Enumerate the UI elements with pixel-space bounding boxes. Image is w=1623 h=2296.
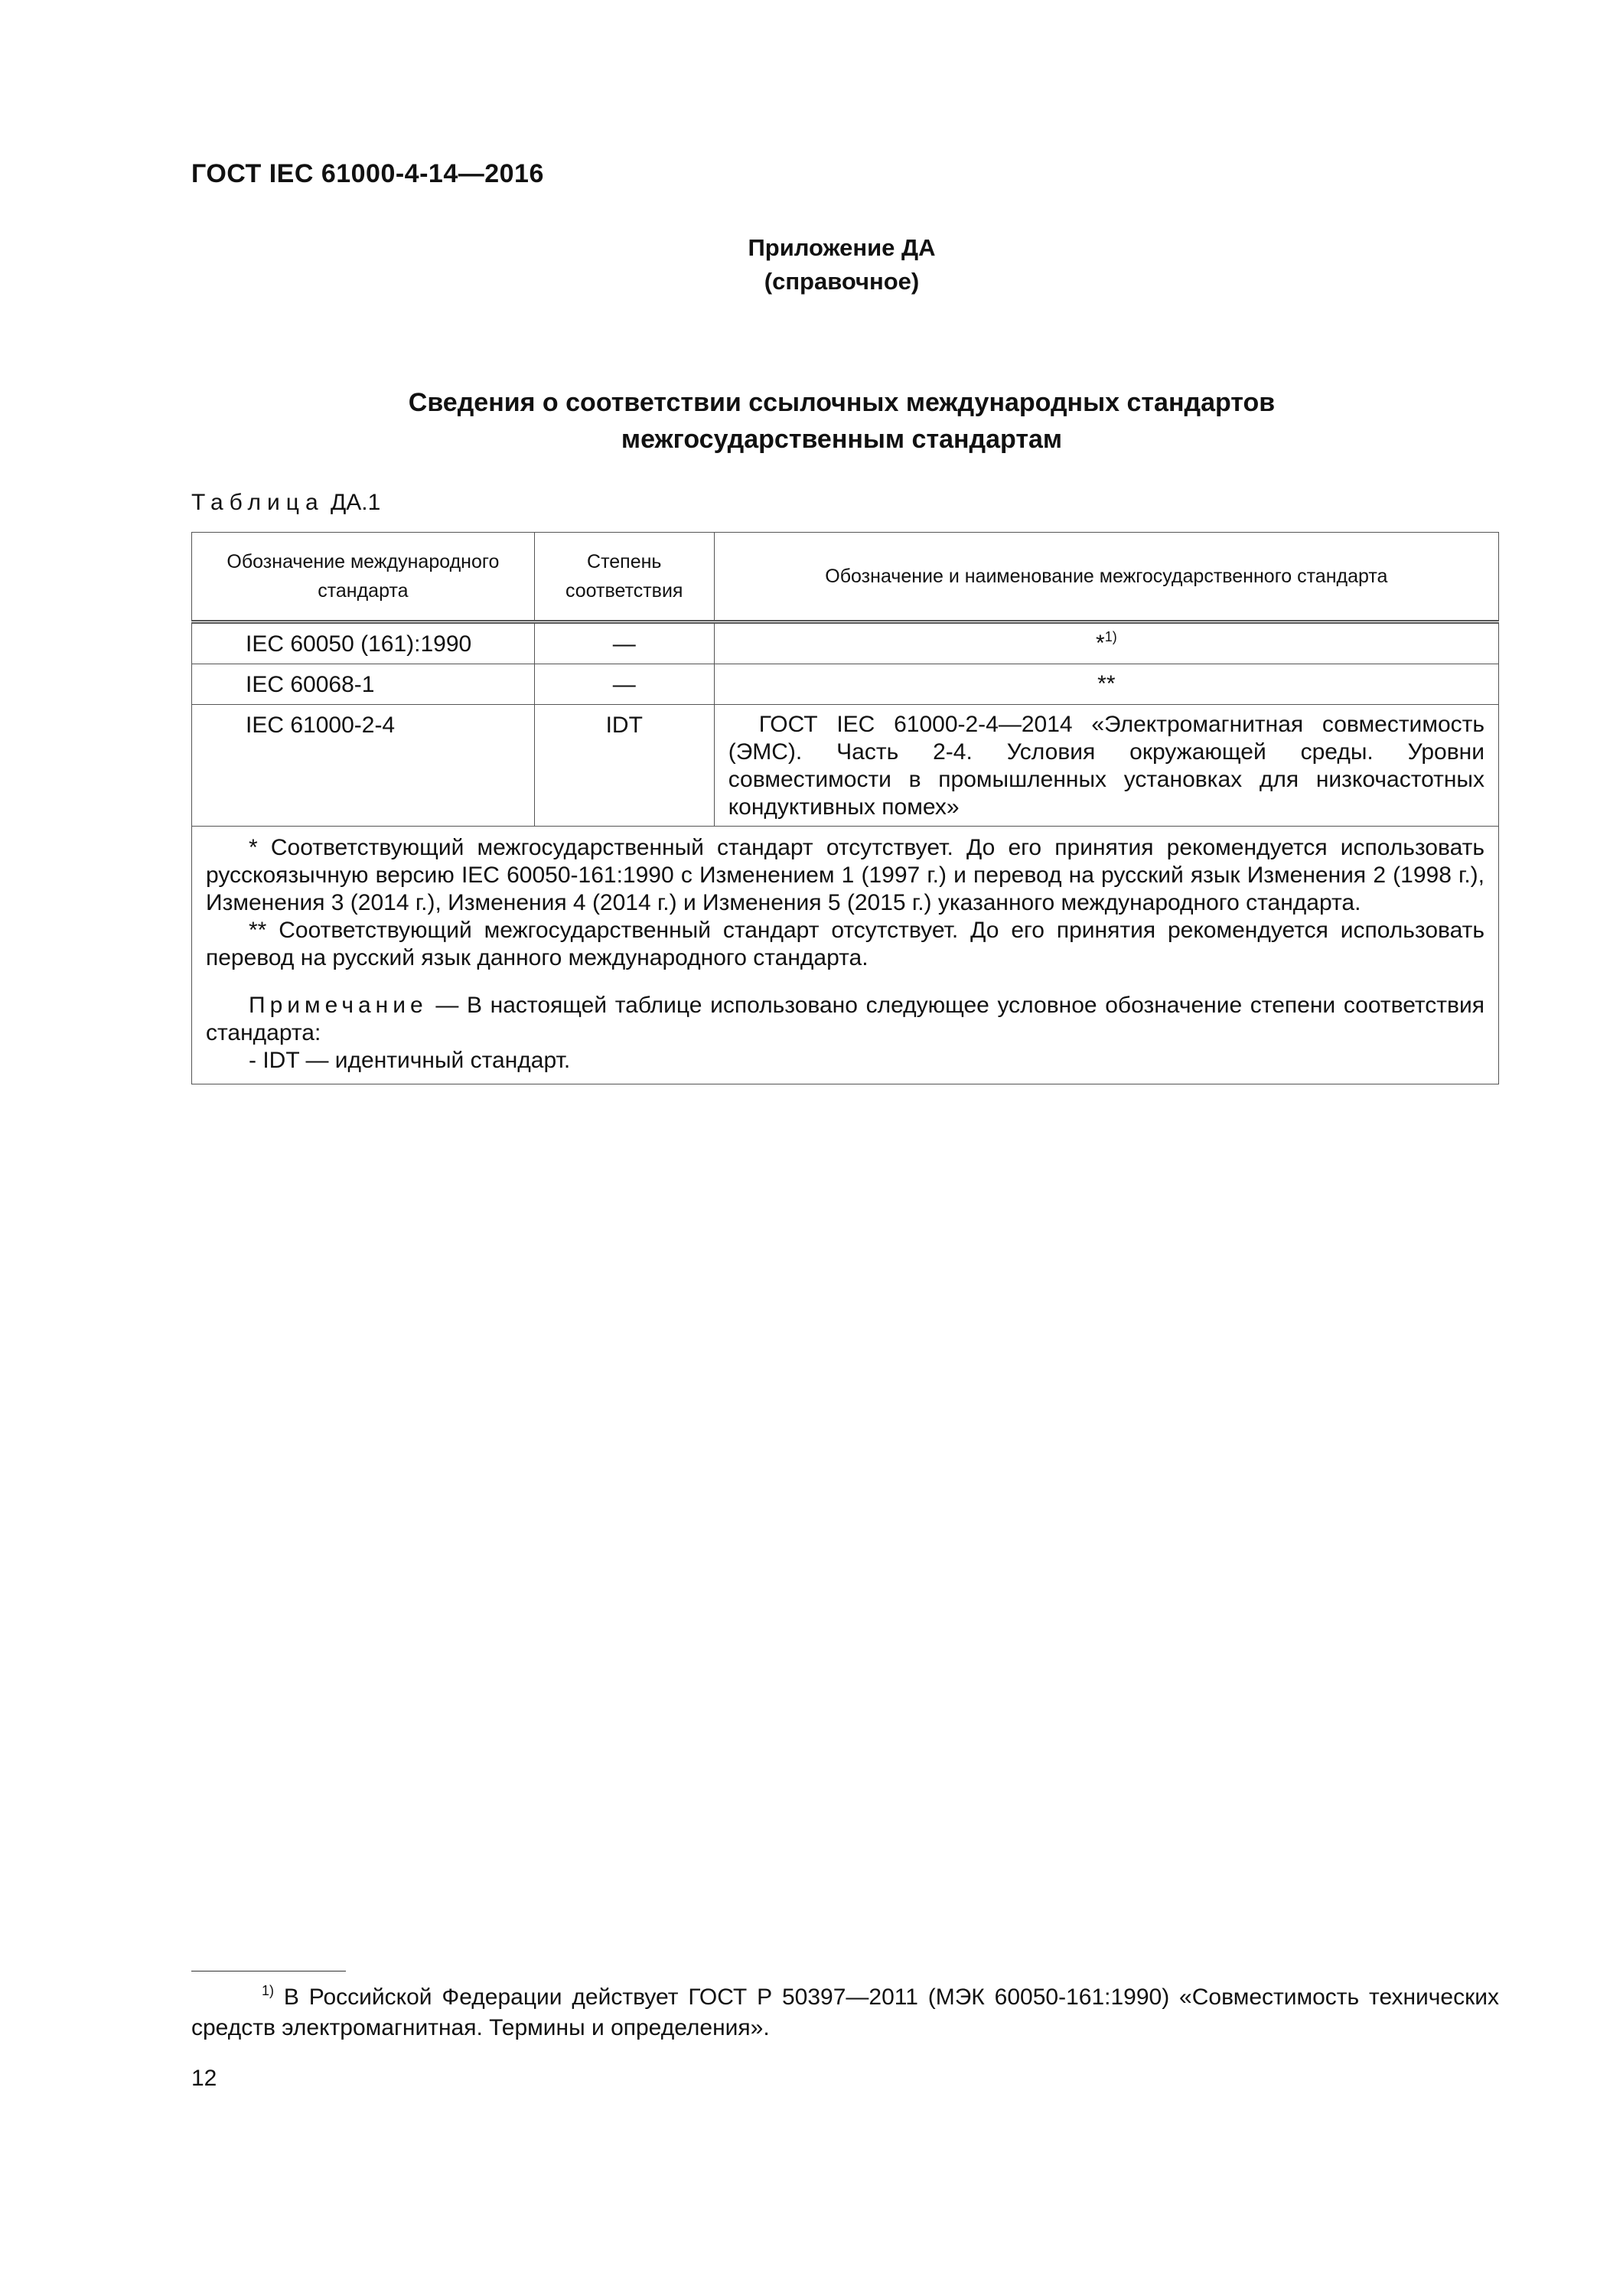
cell-interstate-standard: ** [714,664,1498,705]
table-caption [191,490,380,516]
annex-title-line-1: Сведения о соответствии ссылочных международных стандартов [408,388,1276,417]
document-code-header: ГОСТ IEC 61000-4-14—2016 [191,159,544,188]
column-header-interstate-standard: Обозначение и наименование межгосударственного стандарта [714,533,1498,622]
annex-title [0,384,1623,458]
annex-title-line-2: межгосударственным стандартам [621,425,1063,454]
cell-standard: IEC 61000-2-4 [192,705,535,827]
footnote [191,1982,1499,2043]
table-caption-word: Таблица [191,490,324,515]
footnote-body [191,1982,1499,2043]
note-single-star: * Соответствующий межгосударственный стандарт отсутствует. До его принятия рекомендуется использовать русскоязычную версию IEC 60050-161:1990 с Изменением 1 (1997 г.) и перевод на русский язык Изменения 2 (1998 г.), Изменения 3 (2014 г.), Изменения 4 (2014 г.) и Изменения 5 (2015 г.) указанного международного стандарта. [206,835,1484,915]
cell-interstate-standard-text: * [1096,631,1105,656]
cell-degree: IDT [534,705,714,827]
table-header-row [192,533,1499,622]
table-row [192,622,1499,664]
column-header-international-standard: Обозначение международного стандарта [192,533,535,622]
correspondence-table [191,532,1499,1084]
cell-degree: — [534,622,714,664]
annex-heading [0,231,1623,298]
footnote-text: В Российской Федерации действует ГОСТ Р 50397—2011 (МЭК 60050-161:1990) «Совместимость технических средств электромагнитная. Термины и определения». [191,1985,1499,2040]
table-notes [192,827,1499,1084]
table-caption-number: ДА.1 [330,490,381,515]
table-notes-row [192,827,1499,1084]
page-number: 12 [191,2066,217,2091]
note-paragraph [206,992,1484,1047]
footnote-reference: 1) [1104,629,1117,644]
table-row [192,664,1499,705]
annex-name: Приложение ДА [748,234,936,261]
footnote-marker: 1) [262,1983,275,1998]
cell-standard: IEC 60050 (161):1990 [192,622,535,664]
note-text: — В настоящей таблице использовано следующее условное обозначение степени соответствия стандарта: [206,993,1484,1045]
cell-interstate-standard [714,622,1498,664]
cell-standard: IEC 60068-1 [192,664,535,705]
note-spacer [206,972,1484,992]
note-item: - IDT — идентичный стандарт. [249,1048,571,1073]
annex-kind: (справочное) [764,268,920,295]
cell-interstate-standard: ГОСТ IEC 61000-2-4—2014 «Электромагнитная совместимость (ЭМС). Часть 2-4. Условия окружающей среды. Уровни совместимости в промышленных установках для низкочастотных кондуктивных помех» [714,705,1498,827]
note-double-star: ** Соответствующий межгосударственный стандарт отсутствует. До его принятия рекомендуется использовать перевод на русский язык данного международного стандарта. [206,918,1484,970]
table-row [192,705,1499,827]
cell-degree: — [534,664,714,705]
column-header-degree: Степень соответствия [534,533,714,622]
note-label: Примечание [249,993,428,1018]
